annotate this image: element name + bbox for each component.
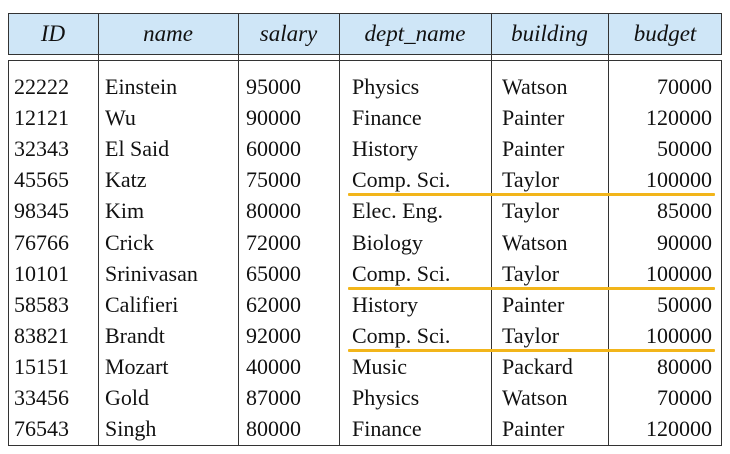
cell-building: Taylor xyxy=(502,260,560,286)
cell-budget: 120000 xyxy=(646,105,712,131)
column-divider xyxy=(608,13,609,446)
cell-id: 33456 xyxy=(14,385,69,410)
cell-salary: 87000 xyxy=(246,385,301,410)
cell-budget: 100000 xyxy=(646,260,712,286)
cell-salary: 40000 xyxy=(246,353,301,379)
cell-salary: 60000 xyxy=(246,136,301,162)
header-salary: salary xyxy=(259,21,318,46)
cell-salary: 80000 xyxy=(246,416,301,442)
cell-budget: 70000 xyxy=(657,74,712,99)
row-highlight-underline xyxy=(348,287,715,290)
cell-id: 45565 xyxy=(14,167,69,193)
cell-budget: 100000 xyxy=(646,167,712,193)
instructor-department-table xyxy=(8,13,722,446)
cell-salary: 72000 xyxy=(246,229,301,255)
cell-salary: 65000 xyxy=(246,260,301,286)
cell-name: Einstein xyxy=(105,74,178,99)
cell-name: Mozart xyxy=(105,353,169,379)
cell-building: Taylor xyxy=(502,322,560,348)
cell-id: 32343 xyxy=(14,136,69,162)
cell-dept-name: Comp. Sci. xyxy=(352,260,451,286)
header-id: ID xyxy=(40,21,66,46)
header-name: name xyxy=(143,21,193,46)
cell-building: Packard xyxy=(502,353,573,379)
cell-name: Kim xyxy=(105,198,145,224)
cell-building: Watson xyxy=(502,385,568,410)
cell-dept-name: History xyxy=(352,136,418,162)
cell-salary: 80000 xyxy=(246,198,301,224)
cell-budget: 100000 xyxy=(646,322,712,348)
cell-budget: 80000 xyxy=(657,353,712,379)
cell-dept-name: History xyxy=(352,291,418,317)
cell-budget: 50000 xyxy=(657,291,712,317)
cell-salary: 95000 xyxy=(246,74,301,99)
header-budget: budget xyxy=(633,21,697,46)
cell-salary: 90000 xyxy=(246,105,301,131)
cell-budget: 70000 xyxy=(657,385,712,410)
cell-building: Watson xyxy=(502,74,568,99)
cell-name: Califieri xyxy=(105,291,179,317)
cell-building: Painter xyxy=(502,416,565,442)
cell-building: Painter xyxy=(502,105,565,131)
cell-building: Painter xyxy=(502,136,565,162)
cell-dept-name: Finance xyxy=(352,416,422,442)
cell-dept-name: Elec. Eng. xyxy=(352,198,444,224)
row-highlight-underline xyxy=(348,349,715,352)
cell-id: 10101 xyxy=(14,260,69,286)
cell-dept-name: Music xyxy=(352,353,407,379)
cell-dept-name: Comp. Sci. xyxy=(352,322,451,348)
cell-budget: 120000 xyxy=(646,416,712,442)
cell-id: 76543 xyxy=(14,416,69,442)
cell-dept-name: Comp. Sci. xyxy=(352,167,451,193)
cell-dept-name: Finance xyxy=(352,105,422,131)
cell-id: 83821 xyxy=(14,322,69,348)
cell-budget: 90000 xyxy=(657,229,712,255)
cell-id: 76766 xyxy=(14,229,69,255)
cell-building: Taylor xyxy=(502,198,560,224)
cell-id: 12121 xyxy=(14,105,69,131)
cell-name: Katz xyxy=(105,167,147,193)
column-divider xyxy=(491,13,492,446)
cell-id: 98345 xyxy=(14,198,69,224)
cell-dept-name: Physics xyxy=(352,74,420,99)
cell-salary: 92000 xyxy=(246,322,301,348)
cell-name: Crick xyxy=(105,229,154,255)
cell-id: 22222 xyxy=(14,74,69,99)
cell-salary: 75000 xyxy=(246,167,301,193)
cell-name: Srinivasan xyxy=(105,260,198,286)
cell-budget: 50000 xyxy=(657,136,712,162)
cell-dept-name: Biology xyxy=(352,229,423,255)
cell-name: Singh xyxy=(105,416,157,442)
cell-salary: 62000 xyxy=(246,291,301,317)
header-dept-name: dept_name xyxy=(364,21,466,46)
cell-name: El Said xyxy=(105,136,170,162)
cell-building: Painter xyxy=(502,291,565,317)
column-divider xyxy=(339,13,340,446)
row-highlight-underline xyxy=(348,193,715,196)
cell-building: Taylor xyxy=(502,167,560,193)
cell-id: 15151 xyxy=(14,353,69,379)
column-divider xyxy=(98,13,99,446)
cell-budget: 85000 xyxy=(657,198,712,224)
column-divider xyxy=(238,13,239,446)
cell-name: Brandt xyxy=(105,322,165,348)
header-building: building xyxy=(511,21,588,46)
cell-dept-name: Physics xyxy=(352,385,420,410)
cell-building: Watson xyxy=(502,229,568,255)
cell-name: Wu xyxy=(105,105,136,131)
cell-id: 58583 xyxy=(14,291,69,317)
cell-name: Gold xyxy=(105,385,149,410)
